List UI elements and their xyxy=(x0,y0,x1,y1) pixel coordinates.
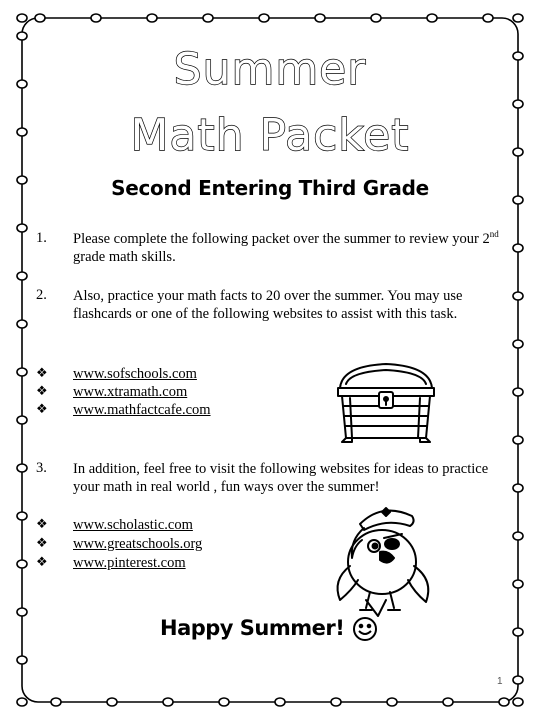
bullet-icon: ❖ xyxy=(36,402,48,417)
bullet-icon: ❖ xyxy=(36,555,48,570)
bullet-icon: ❖ xyxy=(36,517,48,532)
smiley-face-icon xyxy=(352,616,378,642)
item-number-2: 2. xyxy=(36,287,47,303)
subtitle: Second Entering Third Grade xyxy=(111,176,429,200)
treasure-chest-icon xyxy=(332,358,440,444)
link-xtramath[interactable]: www.xtramath.com xyxy=(73,384,188,400)
link-mathfactcafe[interactable]: www.mathfactcafe.com xyxy=(73,402,211,418)
page-number: 1 xyxy=(497,676,503,687)
closing-message: Happy Summer! xyxy=(160,616,345,640)
link-pinterest[interactable]: www.pinterest.com xyxy=(73,555,186,571)
bullet-icon: ❖ xyxy=(36,366,48,381)
bullet-icon: ❖ xyxy=(36,536,48,551)
item-text-1: Please complete the following packet over the summer to review your 2nd grade math skills. xyxy=(73,229,499,265)
link-scholastic[interactable]: www.scholastic.com xyxy=(73,517,193,533)
page-title-line2: Math Packet xyxy=(130,110,410,161)
item-number-1: 1. xyxy=(36,230,47,246)
item-text-2: Also, practice your math facts to 20 over the summer. You may use flashcards or one of the following websites to assist with this task. xyxy=(73,288,463,322)
pirate-parrot-icon xyxy=(330,500,440,618)
page-title-line1: Summer xyxy=(173,44,367,95)
bullet-icon: ❖ xyxy=(36,384,48,399)
item-number-3: 3. xyxy=(36,460,47,476)
item-text-3: In addition, feel free to visit the following websites for ideas to practice your math in real world , fun ways over the summer! xyxy=(73,461,489,495)
link-greatschools[interactable]: www.greatschools.org xyxy=(73,536,203,552)
link-sofschools[interactable]: www.sofschools.com xyxy=(73,366,197,382)
